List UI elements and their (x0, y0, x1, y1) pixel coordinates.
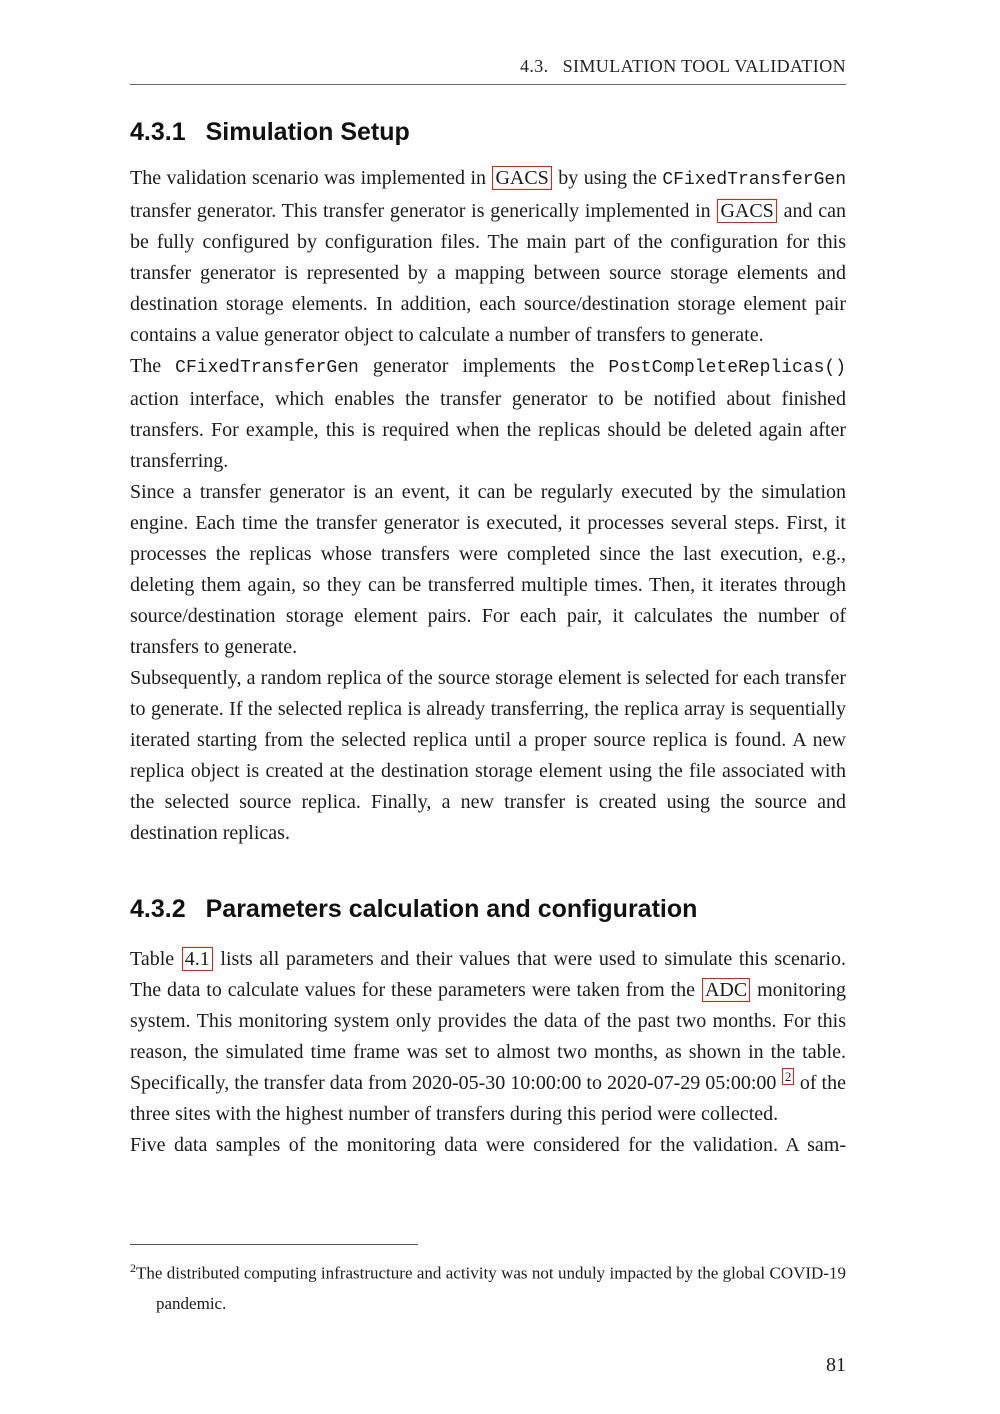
section-heading (130, 118, 846, 147)
body-text: Five data samples of the monitoring data were considered for the validation. A sam- (130, 1134, 846, 1156)
body-text: monitoring system. This monitoring system only provides the data of the past two months. For this reason, the simulated time frame was set to almost two months, as shown in the table. Specifically, the transfer data from 2020-05-30 10:00:00 to 2020-07-29 05:00:00 (130, 979, 846, 1094)
body-text: by using the (552, 167, 663, 189)
inline-code: CFixedTransferGen (662, 170, 847, 190)
ref-link[interactable]: ADC (702, 978, 750, 1002)
footnote-rule (130, 1244, 418, 1245)
paragraph (130, 477, 846, 663)
body-text: lists all parameters and their values that were used to simulate this scenario. The data to calculate values for these parameters were taken from the (130, 948, 846, 1001)
body-text: Since a transfer generator is an event, it can be regularly executed by the simulation engine. Each time the transfer generator is executed, it processes several steps. First, it processes the replicas whose transfers were completed since the last execution, e.g., deleting them again, so they can be transferred multiple times. Then, it iterates through source/destination storage element pairs. For each pair, it calculates the number of transfers to generate. (130, 481, 846, 658)
paragraph (130, 351, 846, 477)
section-title: Simulation Setup (205, 118, 410, 146)
inline-code: PostCompleteReplicas() (608, 358, 847, 378)
paragraph (130, 944, 846, 1130)
body-text: action interface, which enables the transfer generator to be notified about finished transfers. For example, this is required when the replicas should be deleted again after transferring. (130, 388, 846, 472)
inline-code: CFixedTransferGen (175, 358, 359, 378)
footnote-marker: 2 (130, 1261, 136, 1275)
ref-link[interactable]: GACS (492, 166, 551, 190)
section-body (130, 944, 846, 1161)
footnote-text: The distributed computing infrastructure and activity was not unduly impacted by the global COVID-19 pandemic. (136, 1263, 846, 1313)
paragraph (130, 1130, 846, 1161)
section-body (130, 163, 846, 849)
section-number: 4.3.2 (130, 895, 186, 923)
section-heading (130, 895, 846, 924)
ref-link[interactable]: GACS (717, 199, 776, 223)
section-simulation-setup (130, 118, 846, 849)
body-text: The (130, 355, 176, 377)
section-title: Parameters calculation and configuration (205, 895, 698, 923)
paragraph (130, 163, 846, 351)
section-parameters-calculation (130, 895, 846, 1161)
footnote-area (130, 1244, 846, 1319)
body-text: The validation scenario was implemented in (130, 167, 492, 189)
section-number: 4.3.1 (130, 118, 186, 146)
body-text: Subsequently, a random replica of the source storage element is selected for each transfer to generate. If the selected replica is already transferring, the replica array is sequentially iterated starting from the selected replica until a proper source replica is found. A new replica object is created at the destination storage element using the file associated with the selected source replica. Finally, a new transfer is created using the source and destination replicas. (130, 667, 846, 844)
body-text: Table (130, 948, 181, 970)
running-header-section-number: 4.3. (519, 56, 549, 76)
body-text: and can be fully configured by configuration files. The main part of the configuration for this transfer generator is represented by a mapping between source storage elements and destination storage elements. In addition, each source/destination storage element pair contains a value generator object to calculate a number of transfers to generate. (130, 200, 846, 346)
paragraph (130, 663, 846, 849)
page-number: 81 (826, 1354, 846, 1376)
running-header (130, 0, 846, 85)
running-header-title: SIMULATION TOOL VALIDATION (562, 56, 846, 76)
body-text: generator implements the (358, 355, 609, 377)
body-text: of the three sites with the highest number of transfers during this period were collected. (130, 1072, 846, 1125)
body-text: transfer generator. This transfer generator is generically implemented in (130, 200, 717, 222)
footnote-ref-link[interactable]: 2 (782, 1068, 794, 1085)
footnote (130, 1253, 846, 1319)
ref-link[interactable]: 4.1 (182, 947, 213, 971)
page-content (130, 0, 846, 1161)
